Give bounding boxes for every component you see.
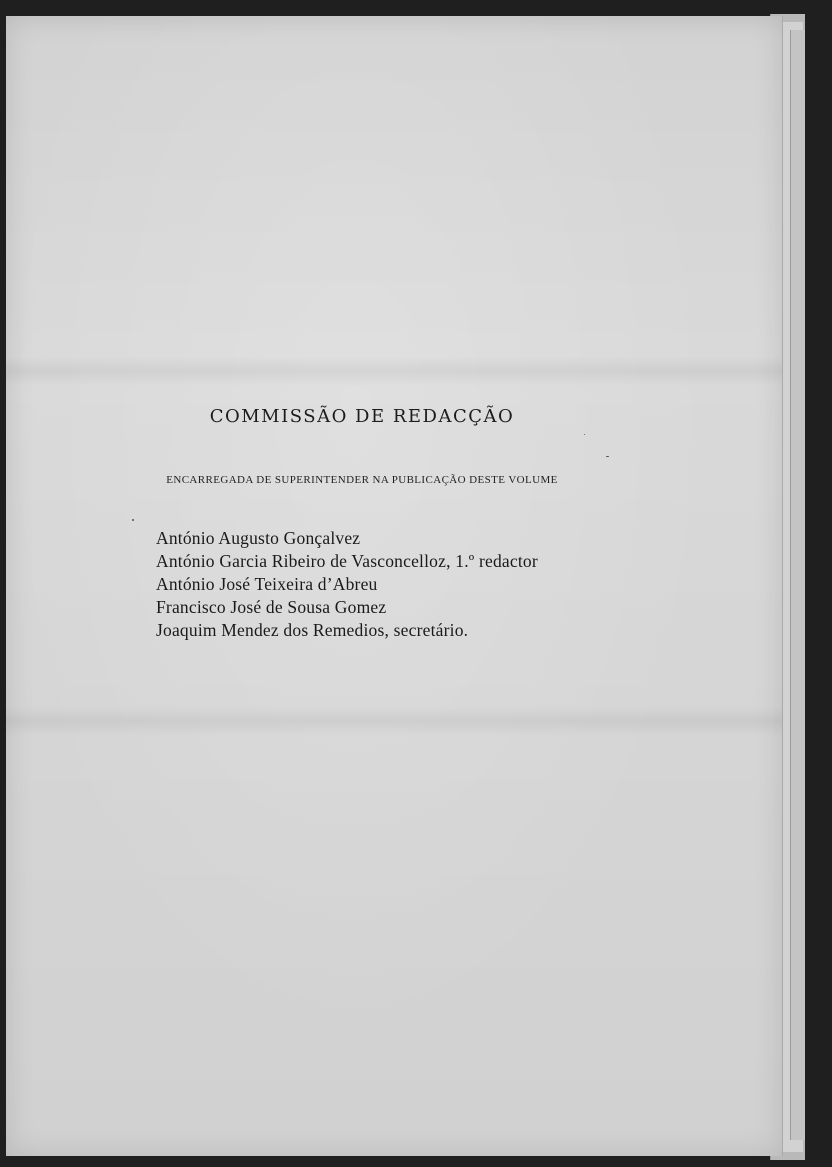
paper-fold-shadow (6, 706, 782, 736)
paper-fold-shadow (6, 356, 782, 386)
member-item: António Augusto Gonçalvez (156, 528, 361, 548)
ink-speck (132, 519, 134, 521)
member-item: Joaquim Mendez dos Remedios, secretário. (156, 620, 469, 640)
page-title: COMMISSÃO DE REDACÇÃO (209, 406, 515, 427)
paper-page (6, 16, 783, 1156)
member-item: Francisco José de Sousa Gomez (156, 597, 387, 617)
member-item: António José Teixeira d’Abreu (156, 574, 378, 594)
page-stack-edge (790, 30, 805, 1140)
page-subtitle: ENCARREGADA DE SUPERINTENDER NA PUBLICAÇÃO DESTE VOLUME (166, 474, 558, 486)
ink-speck (584, 434, 585, 435)
committee-member-list (156, 527, 538, 642)
ink-speck (606, 456, 609, 457)
member-item: António Garcia Ribeiro de Vasconcelloz, 1.º redactor (156, 551, 538, 571)
